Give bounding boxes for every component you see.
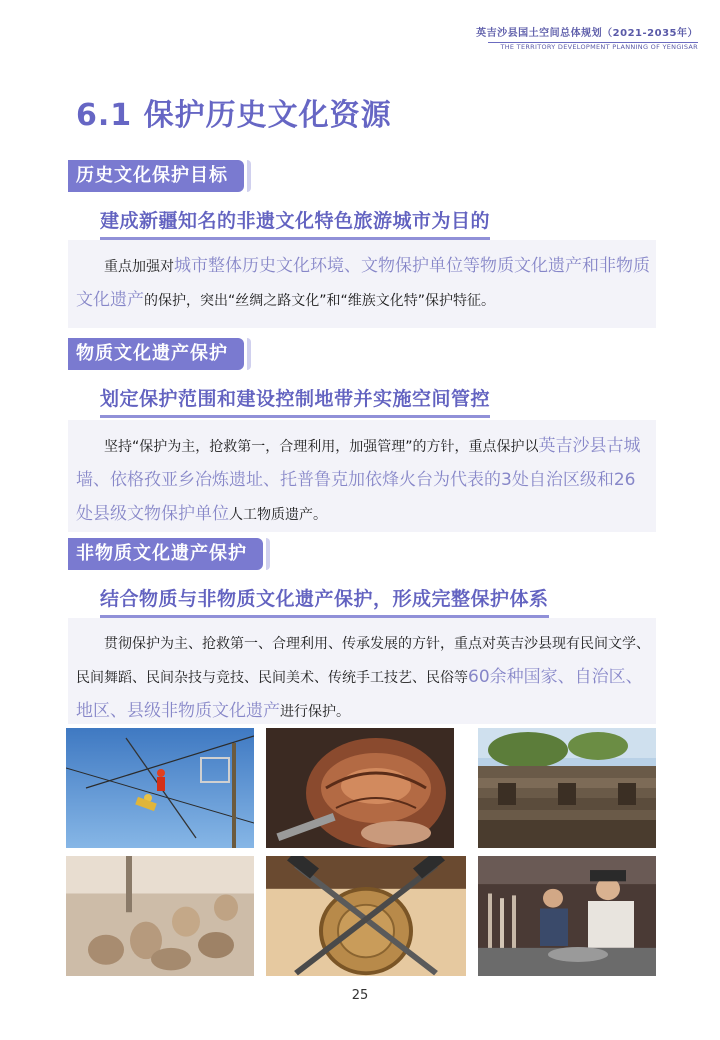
body-text: 坚持“保护为主，抢救第一，合理利用，加强管理”的方针，重点保护以	[104, 439, 539, 455]
body-highlight: 城市整体历史文化环境、文物保护单位等物质文化遗产和非物质文化遗产	[76, 256, 650, 310]
page-title: 6.1 保护历史文化资源	[76, 98, 392, 133]
body-text: 重点加强对	[104, 259, 174, 275]
photo-tightrope-acrobats	[66, 728, 254, 848]
body-highlight: 英吉沙县古城墙、依格孜亚乡冶炼遗址、托普鲁克加依烽火台为代表的3处自治区级和26处县级文物保护单位	[76, 436, 641, 524]
section-tag-material-heritage: 物质文化遗产保护	[68, 338, 244, 370]
header-title-cn: 英吉沙县国土空间总体规划（2021-2035年）	[476, 28, 698, 39]
body-highlight: 60余种国家、自治区、地区、县级非物质文化遗产	[76, 667, 643, 721]
photo-craftsmen-workshop	[478, 856, 656, 976]
section-body-history-goal	[68, 240, 656, 328]
header-rule	[488, 42, 698, 43]
body-paragraph	[76, 628, 650, 729]
section-subtitle-history-goal: 建成新疆知名的非遗文化特色旅游城市为目的	[100, 206, 490, 240]
photo-grid	[66, 728, 656, 984]
section-body-intangible-heritage	[68, 618, 656, 724]
running-header	[476, 24, 698, 51]
photo-yengisar-knives	[266, 856, 466, 976]
section-tag-history-goal: 历史文化保护目标	[68, 160, 244, 192]
photo-ancient-city-wall	[478, 728, 656, 848]
body-paragraph	[76, 430, 650, 532]
body-text: 的保护，突出“丝绸之路文化”和“维族文化特”保护特征。	[144, 293, 496, 309]
body-text: 贯彻保护为主、抢救第一、合理利用、传承发展的方针，重点对英吉沙县现有民间文学、民间舞蹈、民间杂技与竞技、民间美术、传统手工技艺、民俗等	[76, 636, 650, 686]
photo-copper-engraving	[266, 728, 454, 848]
section-subtitle-material-heritage: 划定保护范围和建设控制地带并实施空间管控	[100, 384, 490, 418]
section-subtitle-intangible-heritage: 结合物质与非物质文化遗产保护，形成完整保护体系	[100, 584, 549, 618]
body-text: 人工物质遗产。	[229, 507, 327, 523]
header-title-en: THE TERRITORY DEVELOPMENT PLANNING OF YENGISAR	[500, 43, 698, 51]
body-paragraph	[76, 250, 650, 318]
photo-pottery-workshop	[66, 856, 254, 976]
section-tag-intangible-heritage: 非物质文化遗产保护	[68, 538, 263, 570]
page-number: 25	[351, 988, 369, 1003]
body-text: 进行保护。	[280, 704, 350, 720]
section-body-material-heritage	[68, 420, 656, 532]
